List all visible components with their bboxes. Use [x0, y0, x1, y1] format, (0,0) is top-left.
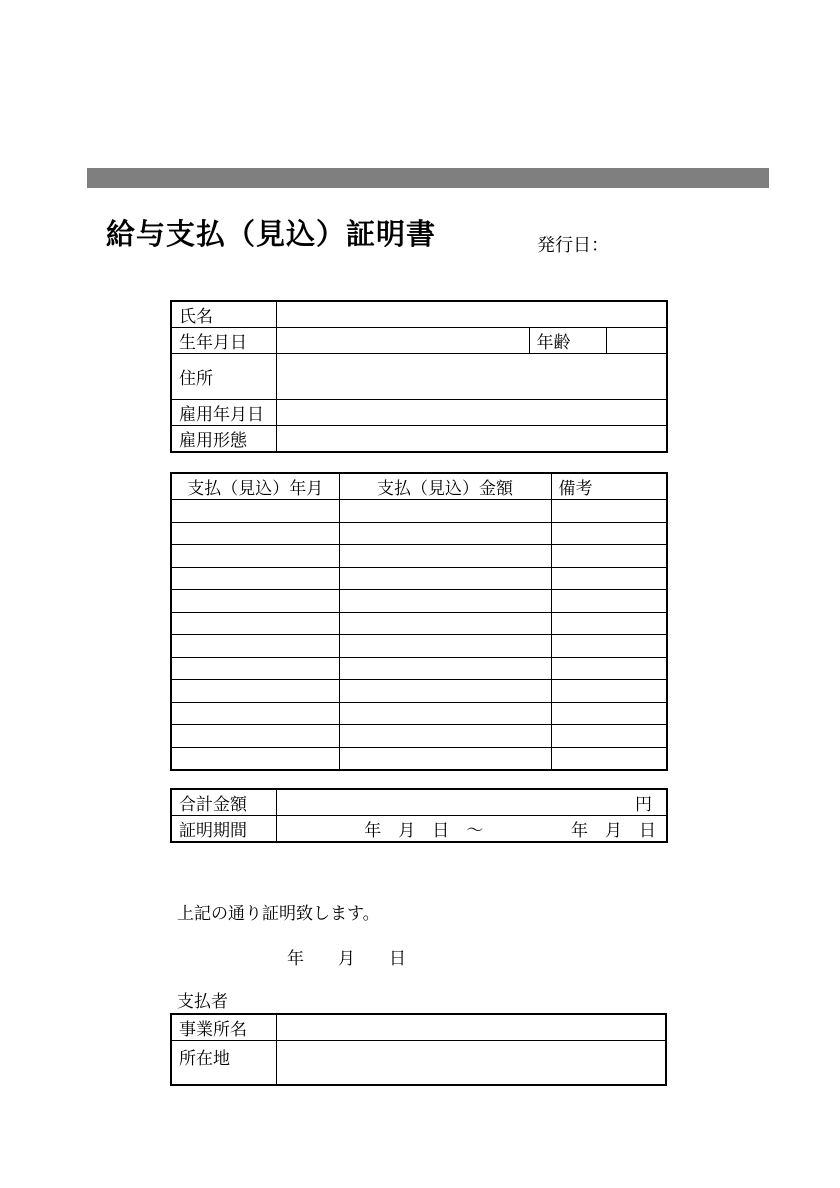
- total-amount-row: [171, 789, 667, 816]
- hire-date-label: 雇用年月日: [171, 400, 276, 426]
- payment-header-row: [171, 473, 667, 500]
- name-value-cell[interactable]: [276, 301, 667, 328]
- payment-row: [171, 747, 667, 770]
- payment-note-cell[interactable]: [551, 657, 667, 680]
- payer-section-label: 支払者: [177, 992, 228, 1011]
- birth-date-label: 生年月日: [171, 328, 276, 354]
- location-row: [171, 1041, 666, 1086]
- payment-note-cell[interactable]: [551, 590, 667, 613]
- payment-note-cell[interactable]: [551, 702, 667, 725]
- period-to-placeholder: 年 月 日: [571, 821, 656, 840]
- total-amount-value-cell[interactable]: [276, 789, 667, 816]
- certification-statement: 上記の通り証明致します。: [177, 904, 380, 923]
- payment-month-cell[interactable]: [171, 500, 339, 523]
- header-bar: [87, 168, 769, 188]
- payment-month-cell[interactable]: [171, 657, 339, 680]
- address-value-cell[interactable]: [276, 354, 667, 400]
- birth-date-value-cell[interactable]: [276, 328, 529, 354]
- certification-date-placeholder: 年 月 日: [287, 949, 406, 968]
- age-label: 年齢: [529, 328, 606, 354]
- payment-row: [171, 522, 667, 545]
- payment-amount-cell[interactable]: [339, 702, 551, 725]
- location-value-cell[interactable]: [276, 1041, 666, 1086]
- address-row: [171, 354, 667, 400]
- location-label: 所在地: [171, 1041, 276, 1086]
- payment-amount-cell[interactable]: [339, 747, 551, 770]
- period-from-placeholder: 年 月 日 ～: [364, 821, 484, 840]
- payment-note-header: 備考: [551, 473, 667, 500]
- payment-month-cell[interactable]: [171, 635, 339, 658]
- summary-table: [170, 788, 668, 843]
- payment-amount-header: 支払（見込）金額: [339, 473, 551, 500]
- payment-amount-cell[interactable]: [339, 590, 551, 613]
- hire-date-row: [171, 400, 667, 426]
- payment-row: [171, 545, 667, 568]
- total-amount-label: 合計金額: [171, 789, 276, 816]
- payment-month-cell[interactable]: [171, 702, 339, 725]
- payment-month-cell[interactable]: [171, 522, 339, 545]
- payment-row: [171, 702, 667, 725]
- certification-period-label: 証明期間: [171, 816, 276, 843]
- payment-amount-cell[interactable]: [339, 657, 551, 680]
- payment-note-cell[interactable]: [551, 612, 667, 635]
- office-name-row: [171, 1014, 666, 1041]
- name-row: [171, 301, 667, 328]
- payment-month-cell[interactable]: [171, 725, 339, 748]
- payment-amount-cell[interactable]: [339, 725, 551, 748]
- payment-month-cell[interactable]: [171, 680, 339, 703]
- payment-note-cell[interactable]: [551, 747, 667, 770]
- period-value: [277, 816, 667, 841]
- personal-info-table: [170, 300, 668, 453]
- payment-note-cell[interactable]: [551, 522, 667, 545]
- payment-month-cell[interactable]: [171, 567, 339, 590]
- payment-table: [170, 472, 668, 771]
- office-name-value-cell[interactable]: [276, 1014, 666, 1041]
- payment-month-cell[interactable]: [171, 545, 339, 568]
- payment-note-cell[interactable]: [551, 545, 667, 568]
- payer-table: [170, 1013, 667, 1086]
- birth-date-row: [171, 328, 667, 354]
- payment-month-cell[interactable]: [171, 590, 339, 613]
- payment-note-cell[interactable]: [551, 567, 667, 590]
- issue-date-label: 発行日：: [537, 235, 609, 255]
- page-title: 給与支払（見込）証明書: [106, 219, 437, 251]
- employment-type-value-cell[interactable]: [276, 426, 667, 453]
- payment-amount-cell[interactable]: [339, 545, 551, 568]
- payment-month-cell[interactable]: [171, 747, 339, 770]
- payment-row: [171, 612, 667, 635]
- payment-row: [171, 657, 667, 680]
- payment-row: [171, 500, 667, 523]
- employment-type-label: 雇用形態: [171, 426, 276, 453]
- payment-row: [171, 590, 667, 613]
- payment-table-body: [171, 500, 667, 771]
- office-name-label: 事業所名: [171, 1014, 276, 1041]
- employment-type-row: [171, 426, 667, 453]
- payment-note-cell[interactable]: [551, 680, 667, 703]
- certification-period-value-cell[interactable]: [276, 816, 667, 843]
- payment-amount-cell[interactable]: [339, 612, 551, 635]
- payment-note-cell[interactable]: [551, 725, 667, 748]
- currency-unit-label: 円: [635, 795, 652, 814]
- payment-amount-cell[interactable]: [339, 500, 551, 523]
- payment-note-cell[interactable]: [551, 500, 667, 523]
- hire-date-value-cell[interactable]: [276, 400, 667, 426]
- payment-amount-cell[interactable]: [339, 680, 551, 703]
- certification-period-row: [171, 816, 667, 843]
- payment-row: [171, 680, 667, 703]
- address-label: 住所: [171, 354, 276, 400]
- payment-note-cell[interactable]: [551, 635, 667, 658]
- payment-month-cell[interactable]: [171, 612, 339, 635]
- payment-row: [171, 725, 667, 748]
- payment-amount-cell[interactable]: [339, 635, 551, 658]
- payment-amount-cell[interactable]: [339, 522, 551, 545]
- payment-amount-cell[interactable]: [339, 567, 551, 590]
- age-value-cell[interactable]: [606, 328, 667, 354]
- payment-row: [171, 567, 667, 590]
- payment-row: [171, 635, 667, 658]
- payment-month-header: 支払（見込）年月: [171, 473, 339, 500]
- name-label: 氏名: [171, 301, 276, 328]
